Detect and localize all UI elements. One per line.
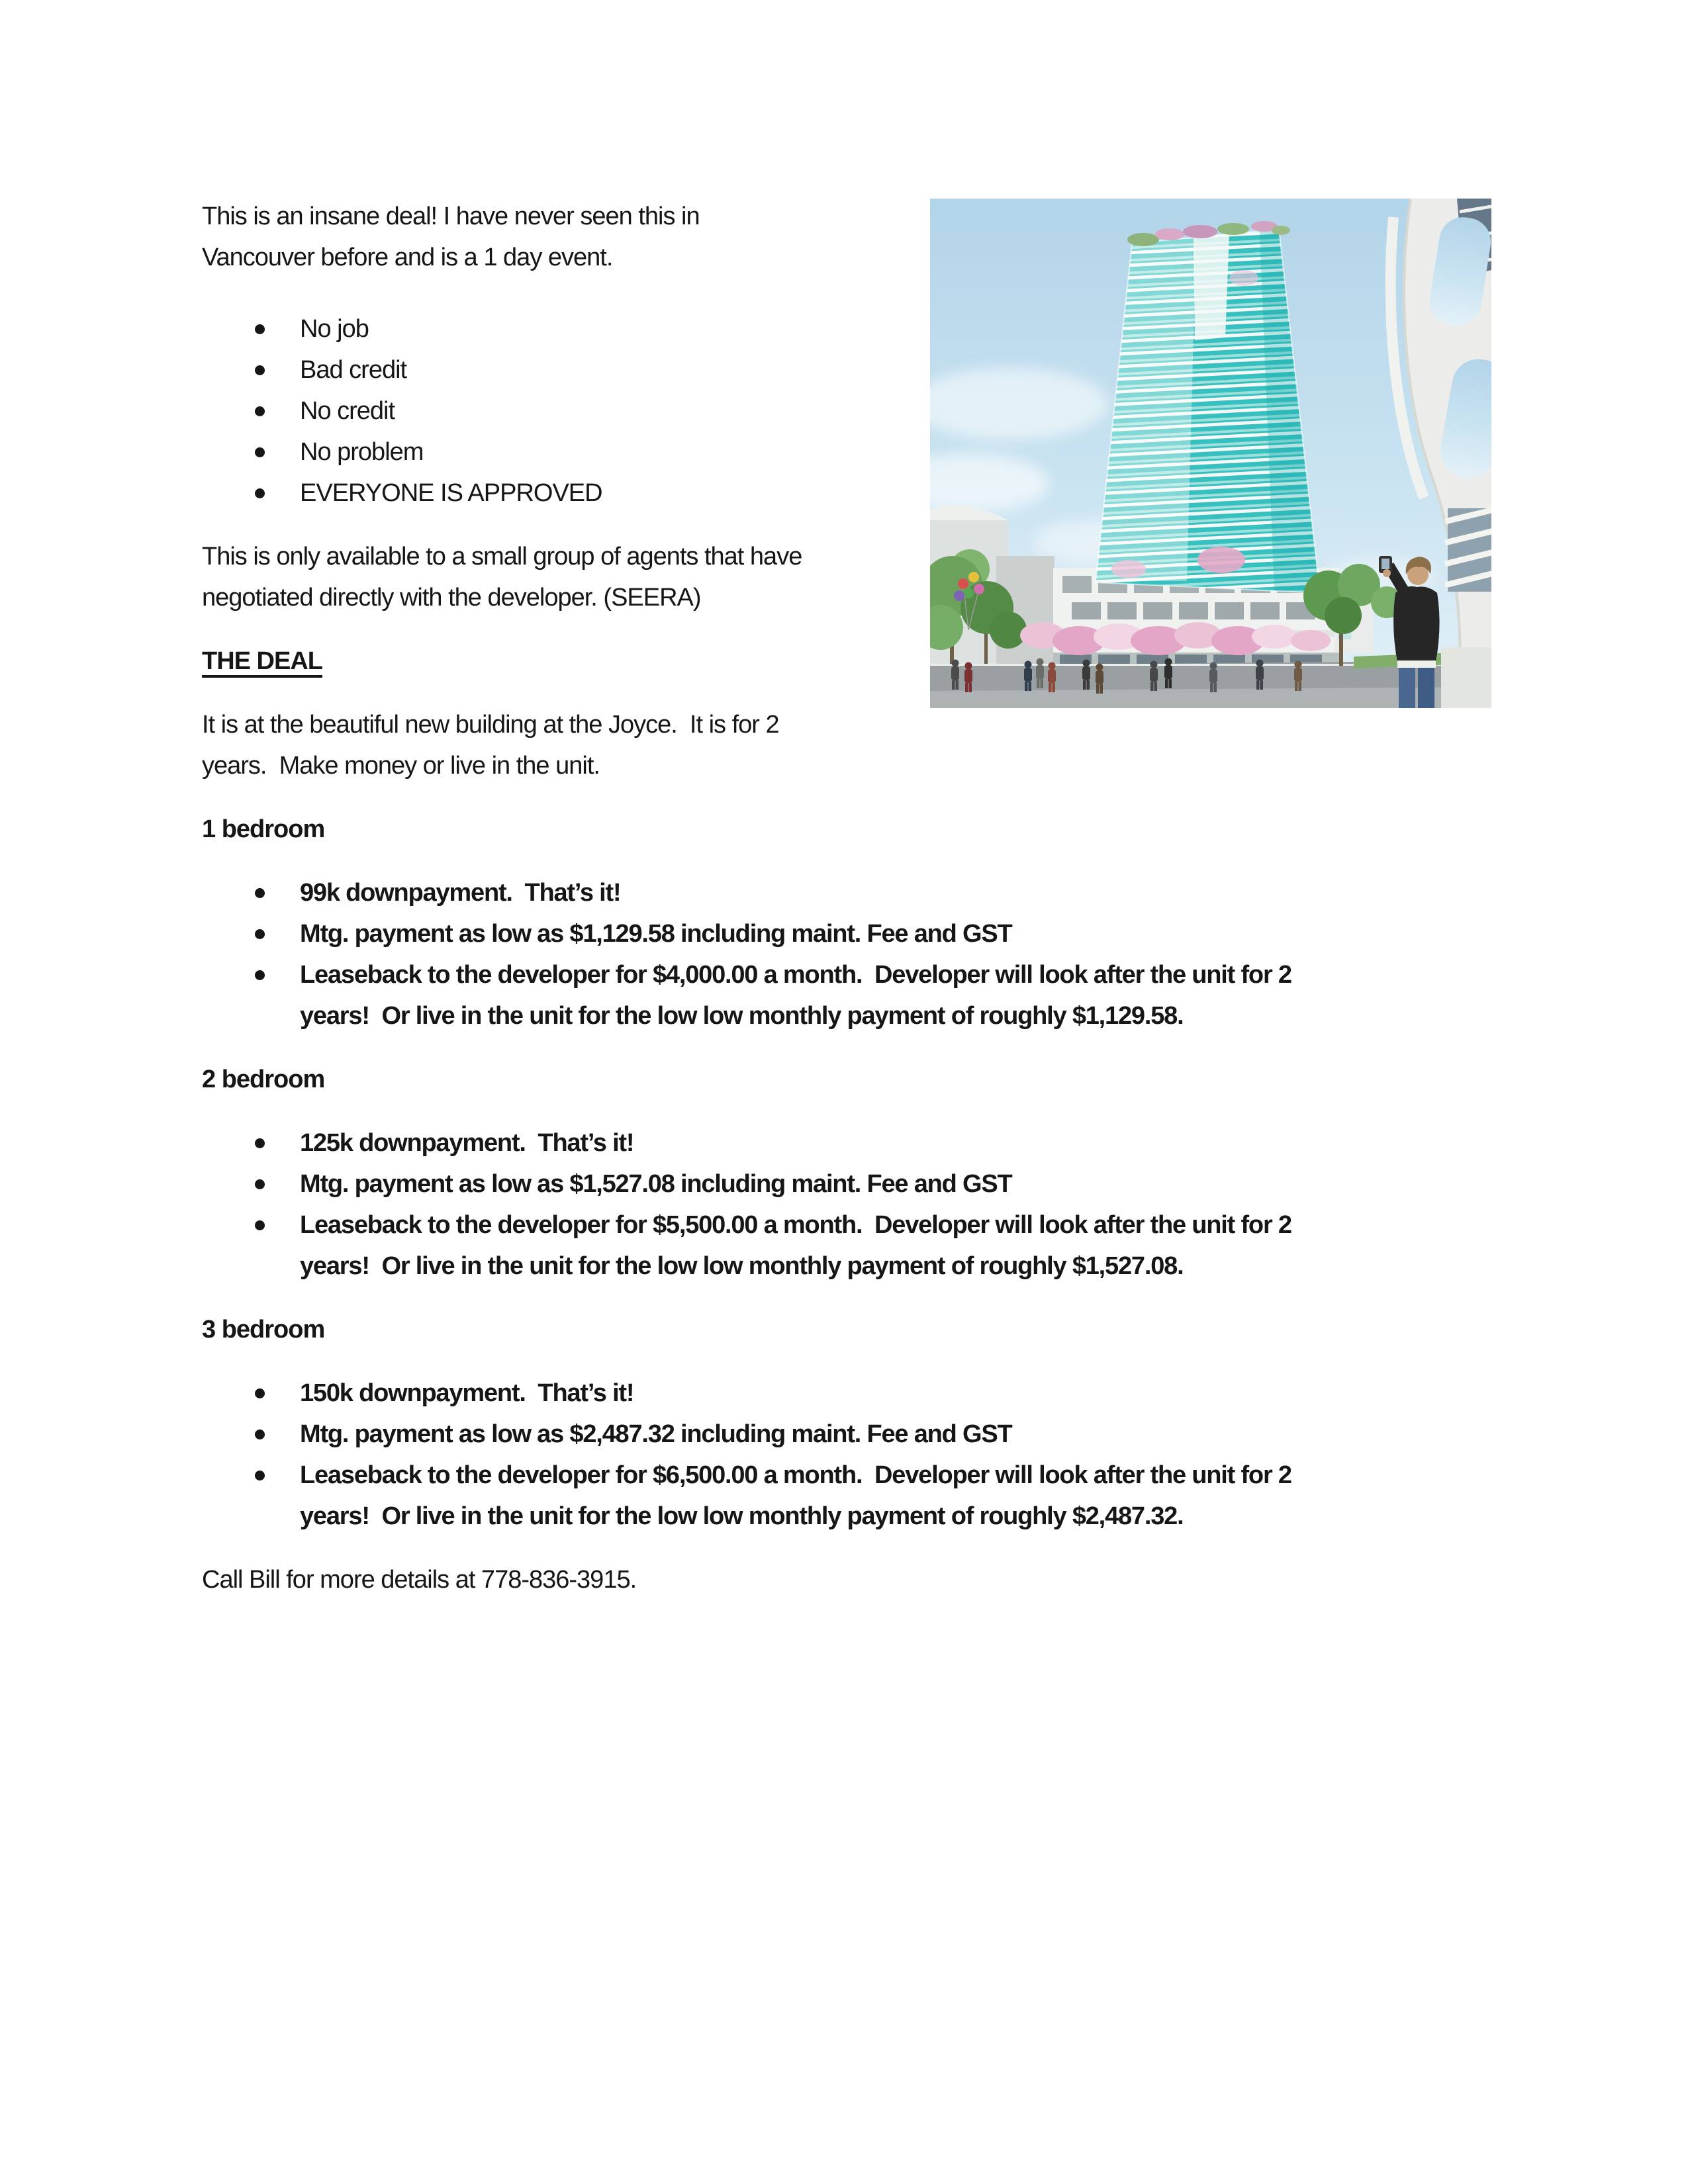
text-line: No job bbox=[300, 315, 369, 343]
text-line: Call Bill for more details at 778-836-3915. bbox=[202, 1566, 637, 1594]
qualifier-list bbox=[202, 308, 1491, 514]
list-item bbox=[300, 1205, 1491, 1287]
text-line: Mtg. payment as low as $2,487.32 including maint. Fee and GST bbox=[300, 1420, 1012, 1448]
text-line: No credit bbox=[300, 397, 395, 425]
list-item bbox=[300, 349, 1491, 390]
list-item bbox=[300, 390, 1491, 432]
text-line: 150k downpayment. That’s it! bbox=[300, 1379, 634, 1407]
deal-list-3-bedroom bbox=[202, 1373, 1491, 1537]
text-line: Leaseback to the developer for $4,000.00 a month. Developer will look after the unit for 2 bbox=[300, 961, 1291, 989]
list-item bbox=[300, 872, 1491, 913]
text-line: No problem bbox=[300, 438, 424, 466]
location-paragraph bbox=[202, 704, 1491, 786]
list-item bbox=[300, 432, 1491, 473]
text-line: Leaseback to the developer for $5,500.00 a month. Developer will look after the unit for 2 bbox=[300, 1211, 1291, 1239]
section-heading-2-bedroom: 2 bedroom bbox=[202, 1066, 325, 1093]
text-line: Bad credit bbox=[300, 356, 407, 384]
text-line: This is an insane deal! I have never seen this in bbox=[202, 203, 700, 230]
text-line: Vancouver before and is a 1 day event. bbox=[202, 244, 613, 271]
deal-list-2-bedroom bbox=[202, 1122, 1491, 1287]
deal-list-1-bedroom bbox=[202, 872, 1491, 1036]
section-heading-1-bedroom: 1 bedroom bbox=[202, 815, 325, 843]
list-item bbox=[300, 1122, 1491, 1163]
list-item bbox=[300, 1373, 1491, 1414]
text-line: Mtg. payment as low as $1,527.08 including maint. Fee and GST bbox=[300, 1170, 1012, 1198]
text-line: 125k downpayment. That’s it! bbox=[300, 1129, 634, 1157]
list-item bbox=[300, 913, 1491, 954]
text-line: years! Or live in the unit for the low low monthly payment of roughly $2,487.32. bbox=[300, 1502, 1184, 1530]
text-line: years. Make money or live in the unit. bbox=[202, 752, 600, 780]
deal-heading: THE DEAL bbox=[202, 647, 322, 675]
list-item bbox=[300, 1455, 1491, 1537]
text-line: EVERYONE IS APPROVED bbox=[300, 479, 602, 507]
text-line: 99k downpayment. That’s it! bbox=[300, 879, 621, 907]
list-item bbox=[300, 308, 1491, 349]
text-line: It is at the beautiful new building at the Joyce. It is for 2 bbox=[202, 711, 779, 739]
text-line: This is only available to a small group of agents that have bbox=[202, 543, 802, 570]
list-item bbox=[300, 954, 1491, 1036]
section-heading-3-bedroom: 3 bedroom bbox=[202, 1316, 325, 1343]
list-item bbox=[300, 1414, 1491, 1455]
text-line: negotiated directly with the developer. (SEERA) bbox=[202, 584, 701, 612]
list-item bbox=[300, 1163, 1491, 1205]
list-item bbox=[300, 473, 1491, 514]
text-line: years! Or live in the unit for the low low monthly payment of roughly $1,129.58. bbox=[300, 1002, 1184, 1030]
contact-paragraph bbox=[202, 1559, 1491, 1600]
text-line: years! Or live in the unit for the low low monthly payment of roughly $1,527.08. bbox=[300, 1252, 1184, 1280]
text-line: Leaseback to the developer for $6,500.00 a month. Developer will look after the unit for 2 bbox=[300, 1461, 1291, 1489]
text-line: Mtg. payment as low as $1,129.58 including maint. Fee and GST bbox=[300, 920, 1012, 948]
